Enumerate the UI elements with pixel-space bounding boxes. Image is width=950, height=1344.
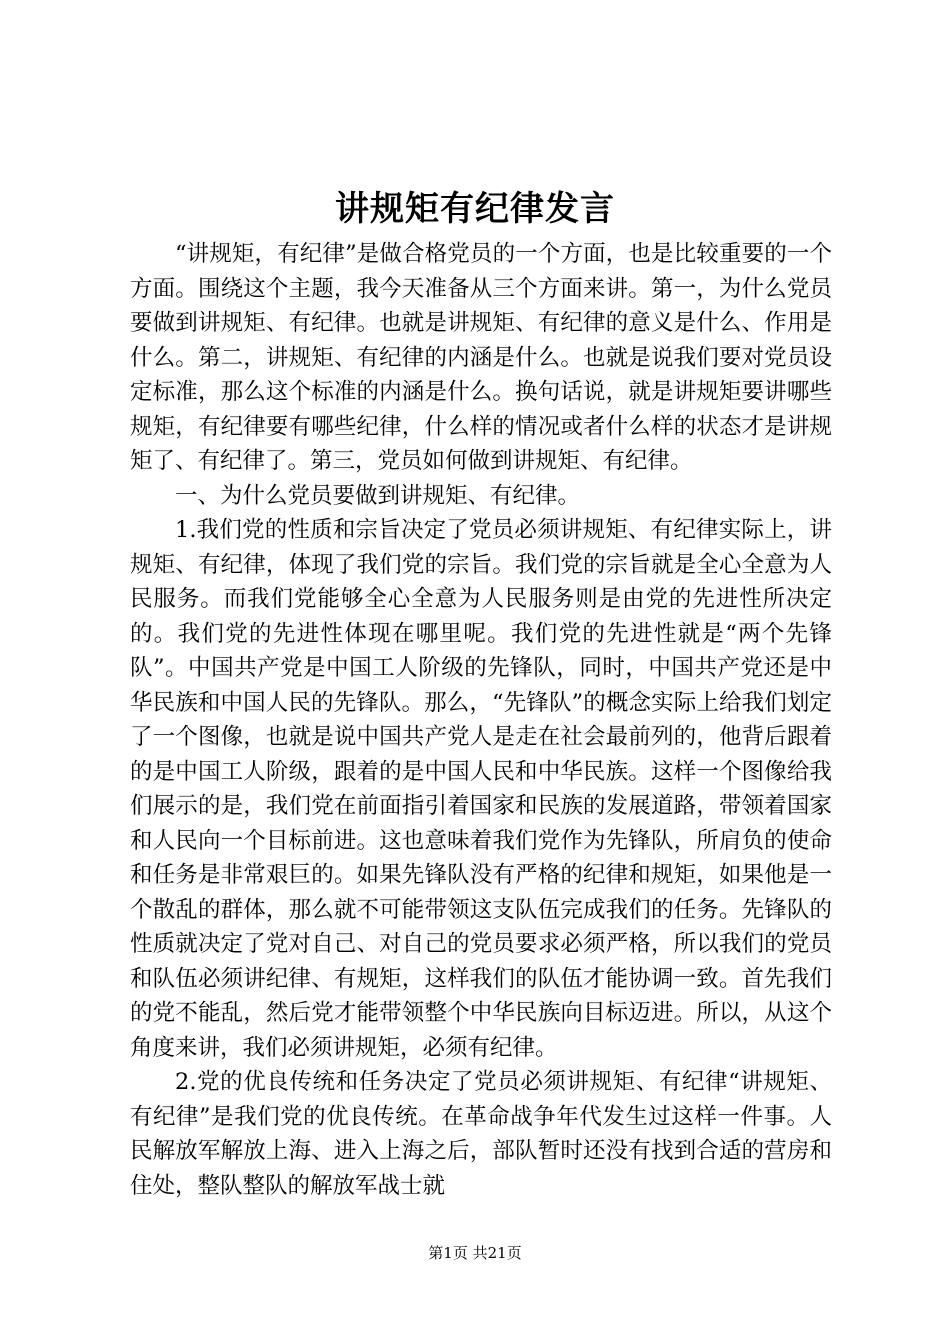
paragraph-point-1: 1.我们党的性质和宗旨决定了党员必须讲规矩、有纪律实际上，讲规矩、有纪律，体现了我们党的宗旨。我们党的宗旨就是全心全意为人民服务。而我们党能够全心全意为人民服务则是由党的先进性所决定的。我们党的先进性体现在哪里呢。我们党的先进性就是“两个先锋队”。中国共产党是中国工人阶级的先锋队，同时，中国共产党还是中华民族和中国人民的先锋队。那么，“先锋队”的概念实际上给我们划定了一个图像，也就是说中国共产党人是走在社会最前列的，他背后跟着的是中国工人阶级，跟着的是中国人民和中华民族。这样一个图像给我们展示的是，我们党在前面指引着国家和民族的发展道路，带领着国家和人民向一个目标前进。这也意味着我们党作为先锋队，所肩负的使命和任务是非常艰巨的。如果先锋队没有严格的纪律和规矩，如果他是一个散乱的群体，那么就不可能带领这支队伍完成我们的任务。先锋队的性质就决定了党对自己、对自己的党员要求必须严格，所以我们的党员和队伍必须讲纪律、有规矩，这样我们的队伍才能协调一致。首先我们的党不能乱，然后党才能带领整个中华民族向目标迈进。所以，从这个角度来讲，我们必须讲规矩，必须有纪律。 (130, 517, 832, 1061)
page-number-footer: 第1页 共21页 (428, 1244, 522, 1262)
document-title: 讲规矩有纪律发言 (335, 189, 615, 229)
paragraph-point-2: 2.党的优良传统和任务决定了党员必须讲规矩、有纪律“讲规矩、有纪律”是我们党的优良传统。在革命战争年代发生过这样一件事。人民解放军解放上海、进入上海之后，部队暂时还没有找到合适的营房和住处，整队整队的解放军战士就 (130, 1069, 832, 1199)
paragraph-section-heading: 一、为什么党员要做到讲规矩、有纪律。 (175, 482, 581, 509)
paragraph-intro: “讲规矩，有纪律”是做合格党员的一个方面，也是比较重要的一个方面。围绕这个主题，我今天准备从三个方面来讲。第一，为什么党员要做到讲规矩、有纪律。也就是讲规矩、有纪律的意义是什么、作用是什么。第二，讲规矩、有纪律的内涵是什么。也就是说我们要对党员设定标准，那么这个标准的内涵是什么。换句话说，就是讲规矩要讲哪些规矩，有纪律要有哪些纪律，什么样的情况或者什么样的状态才是讲规矩了、有纪律了。第三，党员如何做到讲规矩、有纪律。 (130, 241, 832, 474)
document-body (130, 237, 832, 1203)
